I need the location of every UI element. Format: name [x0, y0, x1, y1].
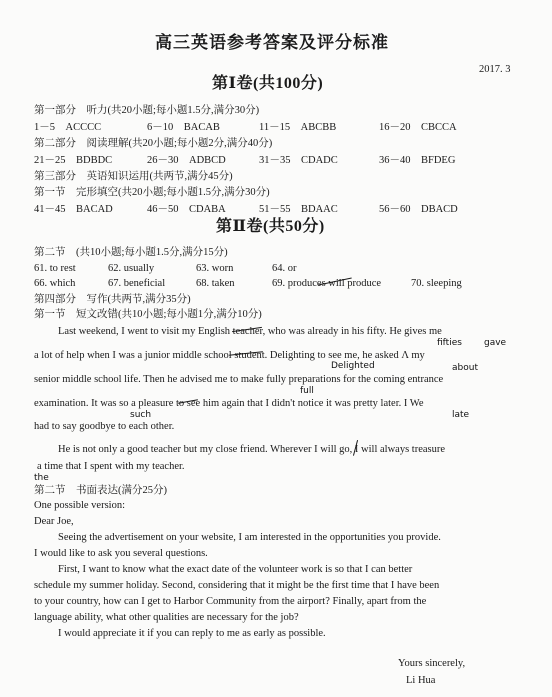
correction-note-such: such	[130, 410, 152, 420]
correction-note-late: late	[452, 410, 470, 420]
fill-answer-67: 67. beneficial	[108, 278, 166, 289]
essay-line-1: Seeing the advertisement on your website, I am interested in the opportunities you provide.	[58, 532, 441, 543]
part2-heading: 第Ⅱ卷(共50分)	[216, 218, 325, 235]
part1-heading: 第Ⅰ卷(共100分)	[212, 75, 324, 92]
correction-note-gave: gave	[484, 338, 507, 348]
correction-line-1: Last weekend, I went to visit my English teacher, who was already in his fifty. He gives me	[58, 326, 442, 337]
correction-para2-line-2: a time that I spent with my teacher.	[37, 461, 185, 472]
page-title: 高三英语参考答案及评分标准	[155, 33, 389, 52]
answers-reading-2: 26－30 ADBCD	[147, 155, 226, 166]
answers-cloze-2: 46－50 CDABA	[147, 204, 226, 215]
fill-answer-63: 63. worn	[196, 263, 234, 274]
essay-intro: One possible version:	[34, 500, 125, 511]
correction-note-fifties: fifties	[437, 338, 462, 348]
answers-listening-1: 1－5 ACCCC	[34, 122, 102, 133]
fill-answer-61: 61. to rest	[34, 263, 76, 274]
essay-line-6: language ability, what other qualities are necessary for the job?	[34, 612, 299, 623]
answers-cloze-4: 56－60 DBACD	[379, 204, 458, 215]
section-writing: 第四部分 写作(共两节,满分35分)	[34, 294, 191, 305]
essay-line-5: to your country, how can I get to Harbor Community from the airport? Finally, apart from the	[34, 596, 427, 607]
section-error-correction: 第一节 短文改错(共10小题;每小题1分,满分10分)	[34, 309, 262, 320]
section-listening: 第一部分 听力(共20小题;每小题1.5分,满分30分)	[34, 105, 260, 116]
correction-note-the: the	[34, 473, 49, 483]
correction-note-full: full	[300, 386, 314, 396]
essay-line-4: schedule my summer holiday. Second, considering that it might be the first time that I have been	[34, 580, 440, 591]
section-language-use: 第三部分 英语知识运用(共两节,满分45分)	[34, 171, 233, 182]
exam-date: 2017. 3	[479, 64, 511, 75]
answers-reading-3: 31－35 CDADC	[259, 155, 338, 166]
section-grammar-fill: 第二节 (共10小题;每小题1.5分,满分15分)	[34, 247, 228, 258]
fill-answer-69: 69. produces will produce	[272, 278, 382, 289]
essay-line-3: First, I want to know what the exact date of the volunteer work is so that I can better	[58, 564, 413, 575]
section-cloze: 第一节 完形填空(共20小题;每小题1.5分,满分30分)	[34, 187, 270, 198]
essay-line-2: I would like to ask you several questions.	[34, 548, 208, 559]
answers-reading-4: 36－40 BFDEG	[379, 155, 456, 166]
correction-line-2: a lot of help when I was a junior middle school student. Delighting to see me, he asked Λ my	[34, 350, 425, 361]
correction-note-delighted: Delighted	[331, 361, 375, 371]
answers-listening-3: 11－15 ABCBB	[259, 122, 337, 133]
essay-signature: Li Hua	[406, 675, 436, 686]
correction-line-3: senior middle school life. Then he advised me to make fully preparations for the coming entrance	[34, 374, 444, 385]
fill-answer-68: 68. taken	[196, 278, 235, 289]
section-written-expression: 第二节 书面表达(满分25分)	[34, 485, 167, 496]
answers-reading-1: 21－25 BDBDC	[34, 155, 113, 166]
correction-line-4: examination. It was so a pleasure to see him again that I didn't notice it was pretty later. I We	[34, 398, 424, 409]
answers-cloze-1: 41－45 BACAD	[34, 204, 113, 215]
fill-answer-62: 62. usually	[108, 263, 155, 274]
section-reading: 第二部分 阅读理解(共20小题;每小题2分,满分40分)	[34, 138, 273, 149]
fill-answer-70: 70. sleeping	[411, 278, 462, 289]
answers-cloze-3: 51－55 BDAAC	[259, 204, 338, 215]
fill-answer-66: 66. which	[34, 278, 76, 289]
answers-listening-2: 6－10 BACAB	[147, 122, 220, 133]
essay-closing: Yours sincerely,	[398, 658, 466, 669]
correction-note-about: about	[452, 363, 478, 373]
answers-listening-4: 16－20 CBCCA	[379, 122, 457, 133]
correction-para2-line-1: He is not only a good teacher but my close friend. Wherever I will go, I will always treasure	[58, 444, 446, 455]
essay-line-7: I would appreciate it if you can reply to me as early as possible.	[58, 628, 326, 639]
correction-line-5: had to say goodbye to each other.	[34, 421, 175, 432]
essay-salutation: Dear Joe,	[34, 516, 74, 527]
fill-answer-64: 64. or	[272, 263, 297, 274]
